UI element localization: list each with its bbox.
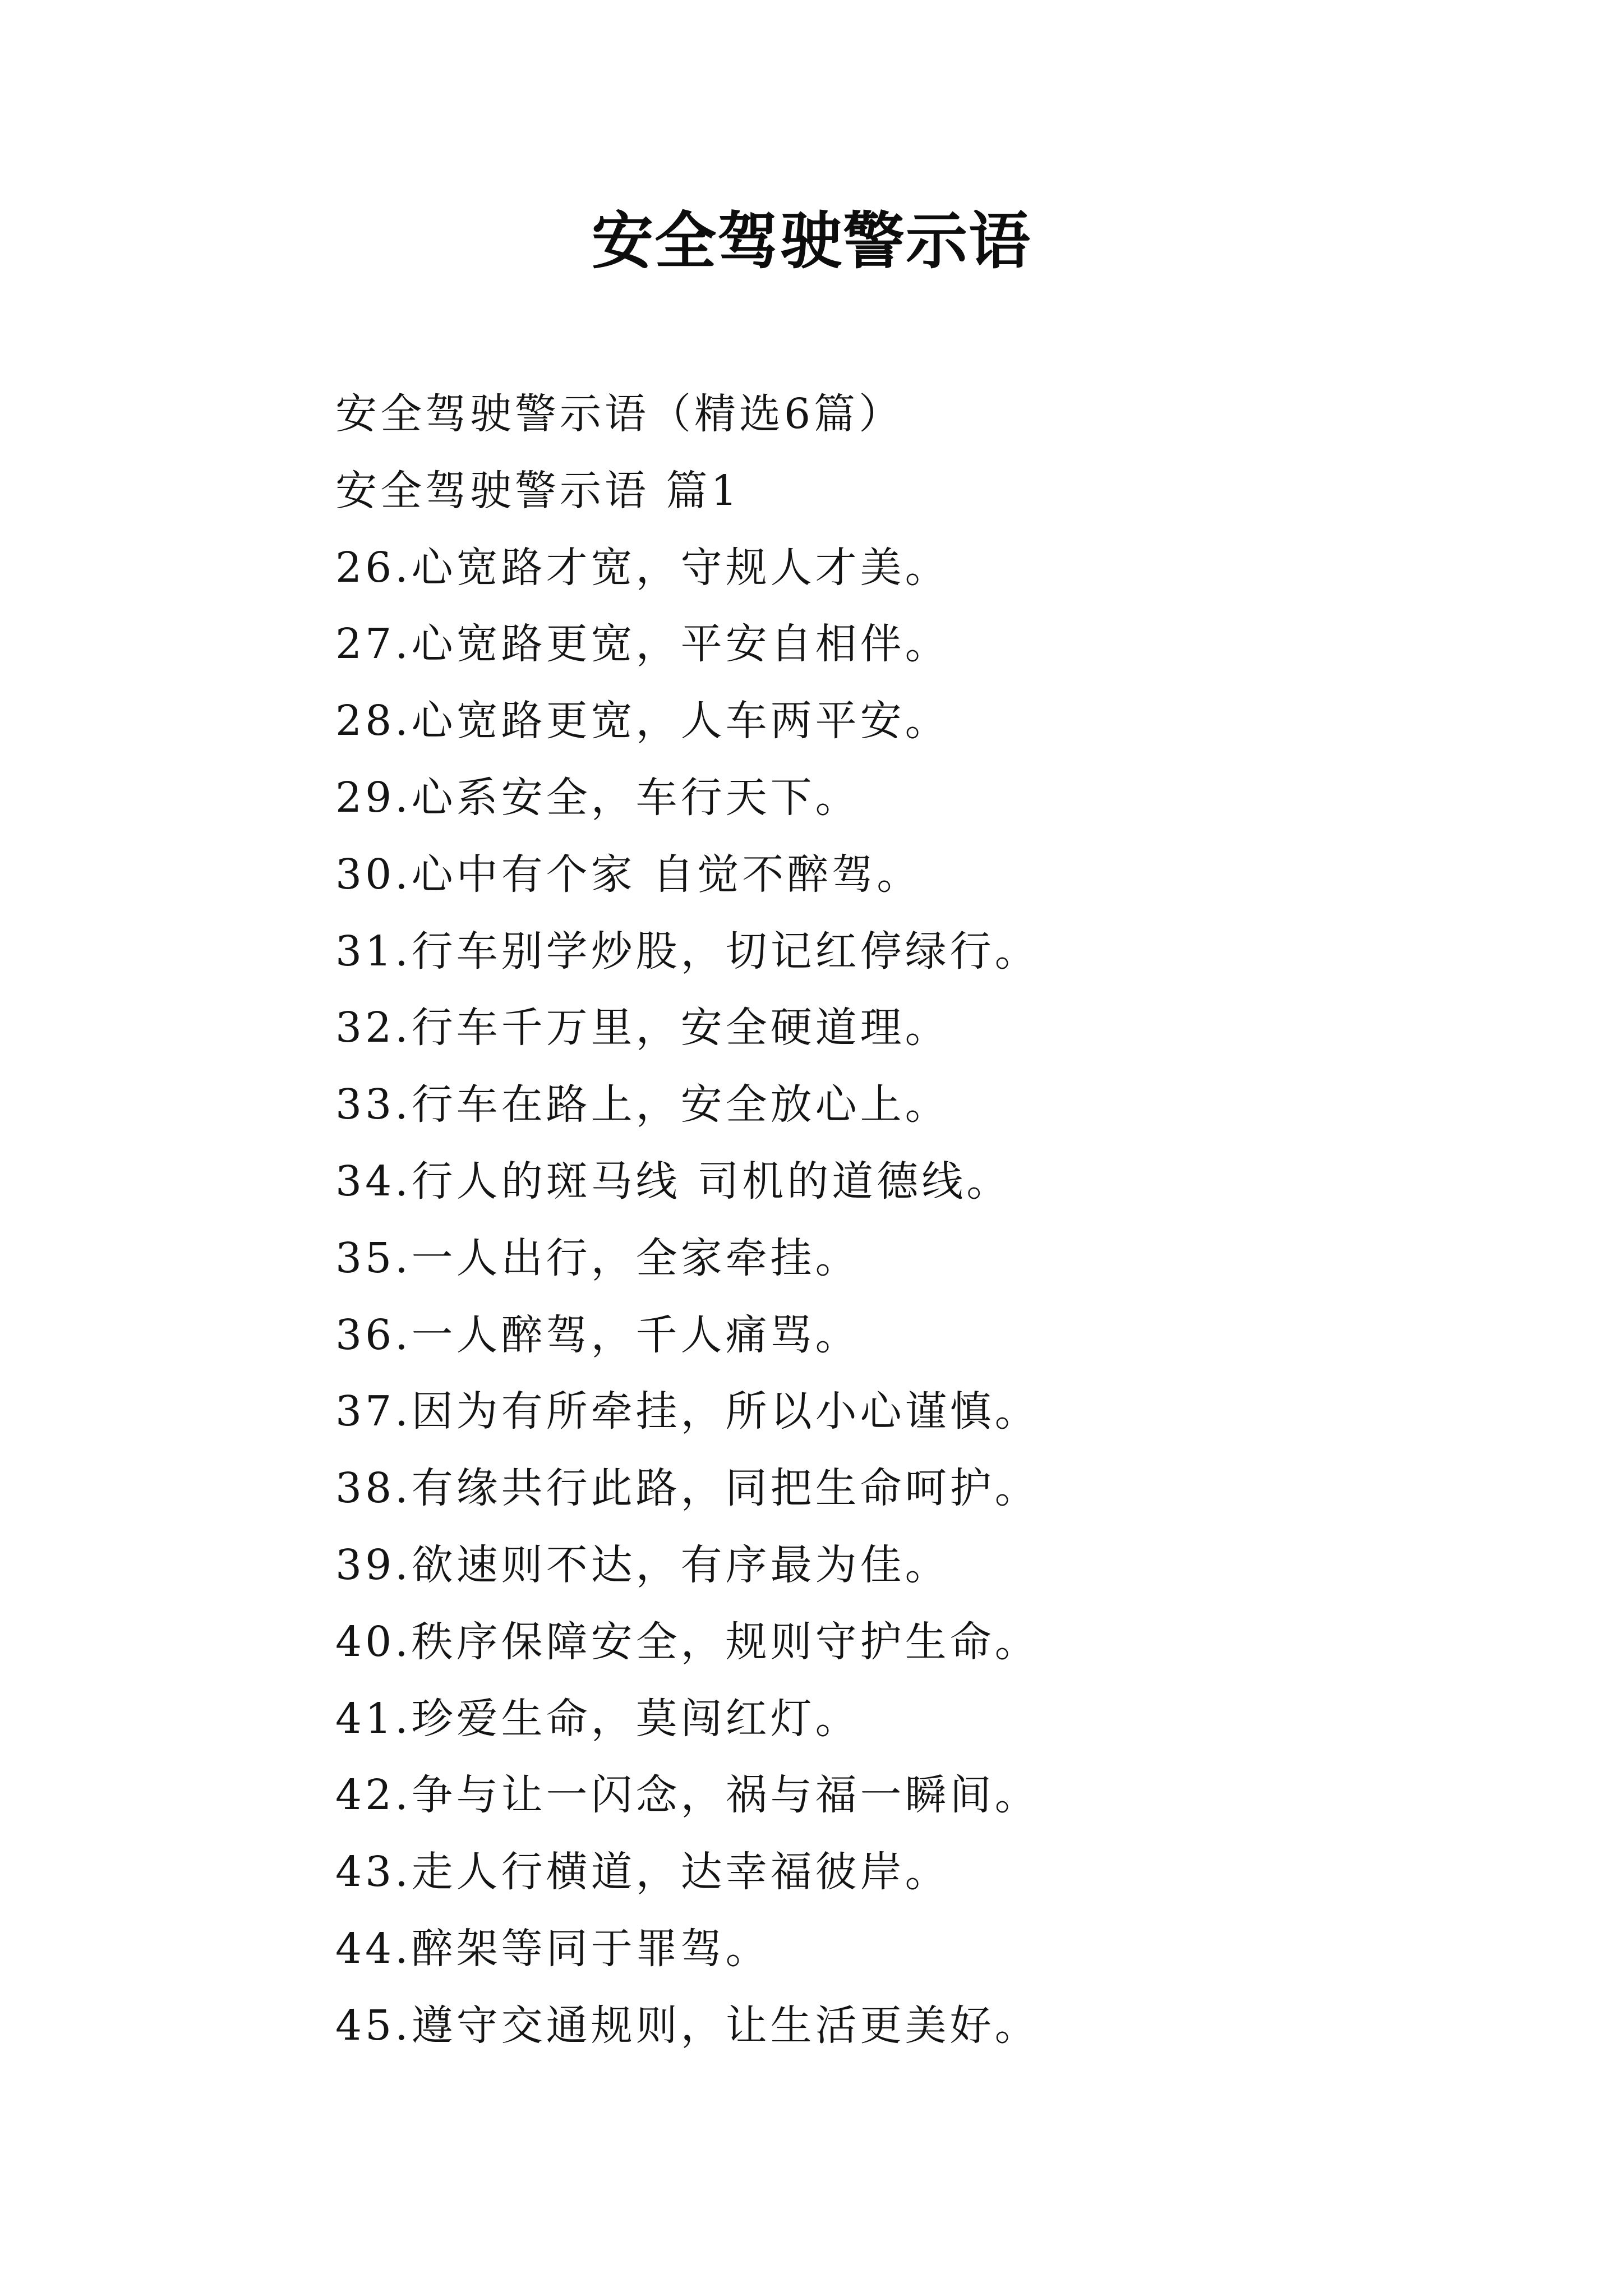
slogan-item-31: 31.行车别学炒股，切记红停绿行。 [335,927,1040,976]
slogan-item-45: 45.遵守交通规则，让生活更美好。 [335,2001,1040,2050]
slogan-item-28: 28.心宽路更宽，人车两平安。 [335,697,950,746]
document-body [335,376,1513,2064]
slogan-item-42: 42.争与让一闪念，祸与福一瞬间。 [335,1771,1040,1820]
document-title: 安全驾驶警示语 [592,205,1031,277]
slogan-item-43: 43.走人行横道，达幸福彼岸。 [335,1848,950,1897]
slogan-item-40: 40.秩序保障安全，规则守护生命。 [335,1617,1040,1666]
slogan-item-33: 33.行车在路上，安全放心上。 [335,1080,950,1129]
slogan-item-29: 29.心系安全，车行天下。 [335,773,860,822]
slogan-item-37: 37.因为有所牵挂，所以小心谨慎。 [335,1387,1040,1436]
slogan-item-27: 27.心宽路更宽，平安自相伴。 [335,620,950,669]
section-heading: 安全驾驶警示语 篇1 [335,466,741,515]
slogan-item-44: 44.醉架等同于罪驾。 [335,1924,771,1973]
slogan-item-35: 35.一人出行，全家牵挂。 [335,1234,860,1282]
slogan-item-39: 39.欲速则不达，有序最为佳。 [335,1540,950,1589]
subtitle-line: 安全驾驶警示语（精选6篇） [335,390,904,438]
slogan-item-38: 38.有缘共行此路，同把生命呵护。 [335,1464,1040,1513]
slogan-item-32: 32.行车千万里，安全硬道理。 [335,1004,950,1052]
slogan-item-34: 34.行人的斑马线 司机的道德线。 [335,1157,1012,1205]
slogan-item-26: 26.心宽路才宽，守规人才美。 [335,543,950,592]
slogan-item-36: 36.一人醉驾，千人痛骂。 [335,1310,860,1359]
slogan-item-41: 41.珍爱生命，莫闯红灯。 [335,1694,860,1743]
slogan-item-30: 30.心中有个家 自觉不醉驾。 [335,850,922,899]
